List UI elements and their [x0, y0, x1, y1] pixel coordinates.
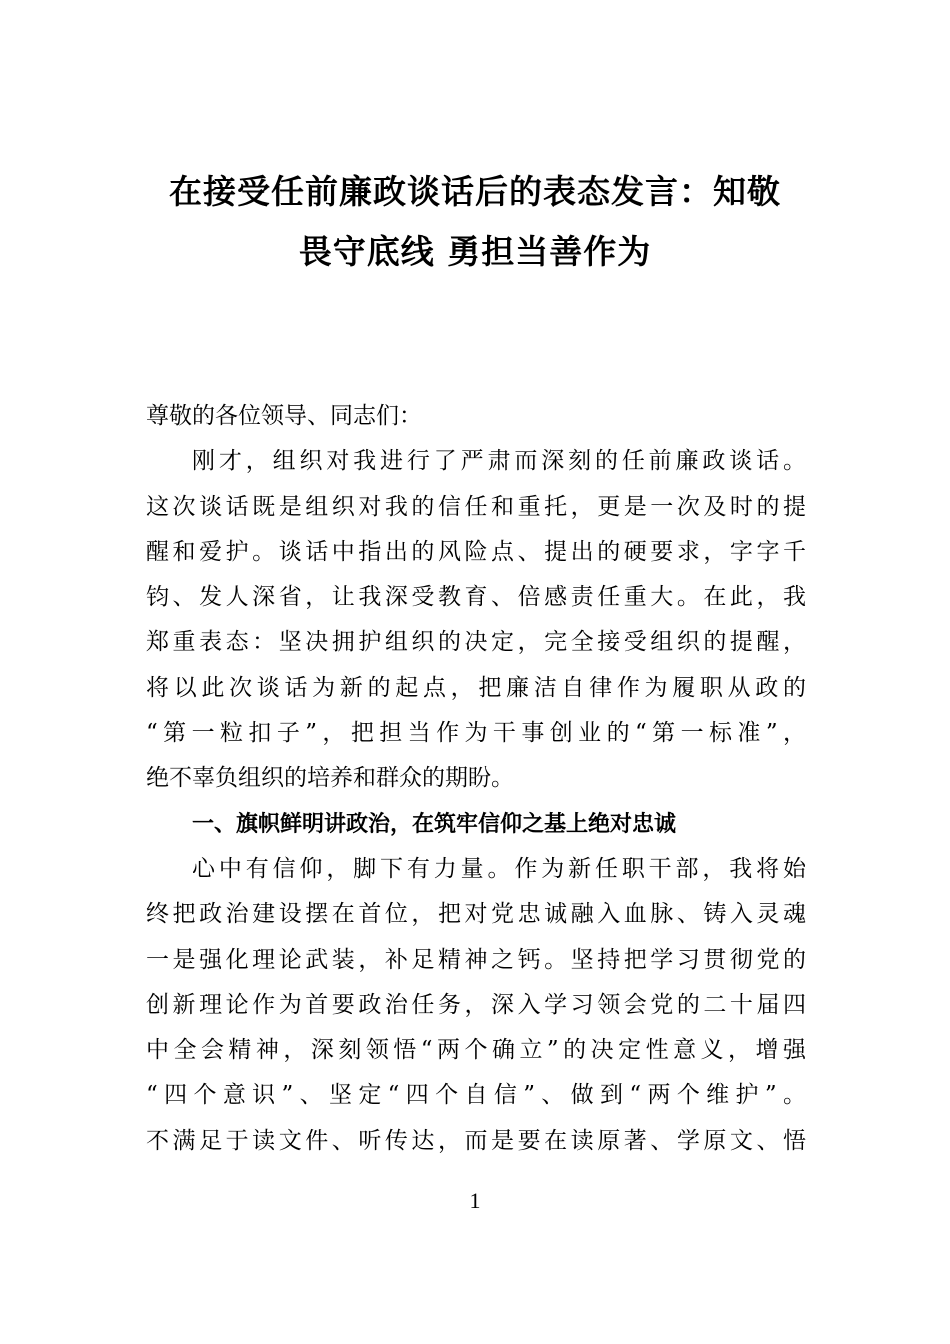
title-line-2: 畏守底线 勇担当善作为: [298, 232, 652, 271]
section-heading-1: 一、旗帜鲜明讲政治，在筑牢信仰之基上绝对忠诚: [192, 811, 677, 837]
text-line: 钧、发人深省，让我深受教育、倍感责任重大。在此，我: [146, 584, 806, 611]
text-line: 绝不辜负组织的培养和群众的期盼。: [146, 765, 514, 792]
text-line: 刚才，组织对我进行了严肃而深刻的任前廉政谈话。: [192, 448, 806, 475]
salutation: 尊敬的各位领导、同志们：: [146, 403, 422, 429]
document-body: [146, 394, 806, 1164]
paragraph-1: [146, 439, 806, 801]
text-line: “四个意识”、坚定“四个自信”、做到“两个维护”。: [146, 1082, 806, 1109]
page-number: 1: [469, 1188, 481, 1213]
text-line: 创新理论作为首要政治任务，深入学习领会党的二十届四: [146, 991, 806, 1018]
paragraph-2: [146, 847, 806, 1164]
text-line: 一是强化理论武装，补足精神之钙。坚持把学习贯彻党的: [146, 946, 806, 973]
document-title: [145, 162, 805, 282]
text-line: 心中有信仰，脚下有力量。作为新任职干部，我将始: [192, 855, 806, 882]
title-line-1: 在接受任前廉政谈话后的表态发言：知敬: [169, 172, 781, 211]
text-line: 将以此次谈话为新的起点，把廉洁自律作为履职从政的: [146, 674, 806, 701]
text-line: 终把政治建设摆在首位，把对党忠诚融入血脉、铸入灵魂: [146, 901, 806, 928]
text-line: 这次谈话既是组织对我的信任和重托，更是一次及时的提: [146, 493, 806, 520]
text-line: “第一粒扣子”，把担当作为干事创业的“第一标准”，: [146, 720, 806, 747]
text-line: 中全会精神，深刻领悟“两个确立”的决定性意义，增强: [146, 1037, 806, 1064]
text-line: 不满足于读文件、听传达，而是要在读原著、学原文、悟: [146, 1127, 806, 1154]
text-line: 醒和爱护。谈话中指出的风险点、提出的硬要求，字字千: [146, 538, 806, 565]
text-line: 郑重表态：坚决拥护组织的决定，完全接受组织的提醒，: [146, 629, 806, 656]
